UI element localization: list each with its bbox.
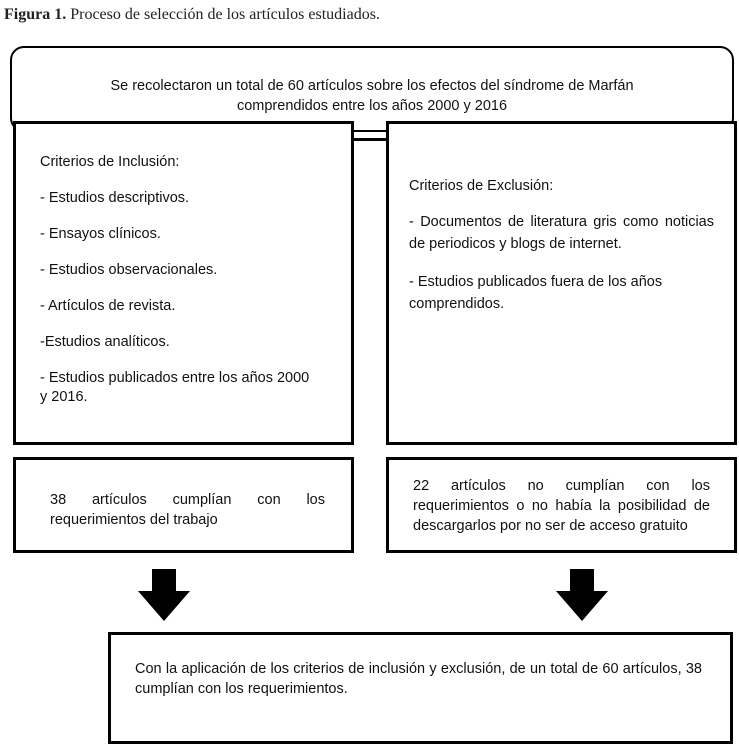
total-articles-line-1: Se recolectaron un total de 60 artículos sobre los efectos del síndrome de Marfán	[110, 78, 634, 94]
connector-line	[352, 138, 388, 141]
down-arrow-icon	[138, 569, 190, 621]
inclusion-item: - Estudios observacionales.	[40, 262, 218, 278]
inclusion-item: -Estudios analíticos.	[40, 334, 170, 350]
caption-text: Proceso de selección de los artículos estudiados.	[70, 6, 380, 23]
excluded-result-box	[386, 457, 737, 553]
exclusion-title: Criterios de Exclusión:	[409, 178, 554, 194]
exclusion-criteria-box	[386, 121, 737, 445]
down-arrow-icon	[556, 569, 608, 621]
inclusion-item: - Artículos de revista.	[40, 298, 176, 314]
inclusion-title: Criterios de Inclusión:	[40, 154, 180, 170]
exclusion-item: - Documentos de literatura gris como noticias de periodicos y blogs de internet.	[409, 214, 714, 252]
total-articles-line-2: comprendidos entre los años 2000 y 2016	[236, 98, 508, 114]
figure-caption	[4, 6, 380, 24]
inclusion-item: - Ensayos clínicos.	[40, 226, 161, 242]
included-result-box	[13, 457, 354, 553]
inclusion-item: - Estudios descriptivos.	[40, 190, 190, 206]
final-result-text: Con la aplicación de los criterios de inclusión y exclusión, de un total de 60 artículos, 38 cumplían con los requerimientos.	[135, 661, 702, 697]
excluded-result-text: 22 artículos no cumplían con los requerimientos o no había la posibilidad de descargarlos por no ser de acceso gratuito	[413, 478, 710, 534]
included-result-text: 38 artículos cumplían con los requerimientos del trabajo	[50, 492, 325, 528]
final-result-box	[108, 632, 733, 744]
inclusion-criteria-box	[13, 121, 354, 445]
caption-label: Figura 1.	[4, 6, 67, 23]
exclusion-item: - Estudios publicados fuera de los años comprendidos.	[409, 274, 663, 312]
total-articles-box	[10, 46, 734, 132]
inclusion-item: - Estudios publicados entre los años 2000 y 2016.	[40, 370, 310, 405]
